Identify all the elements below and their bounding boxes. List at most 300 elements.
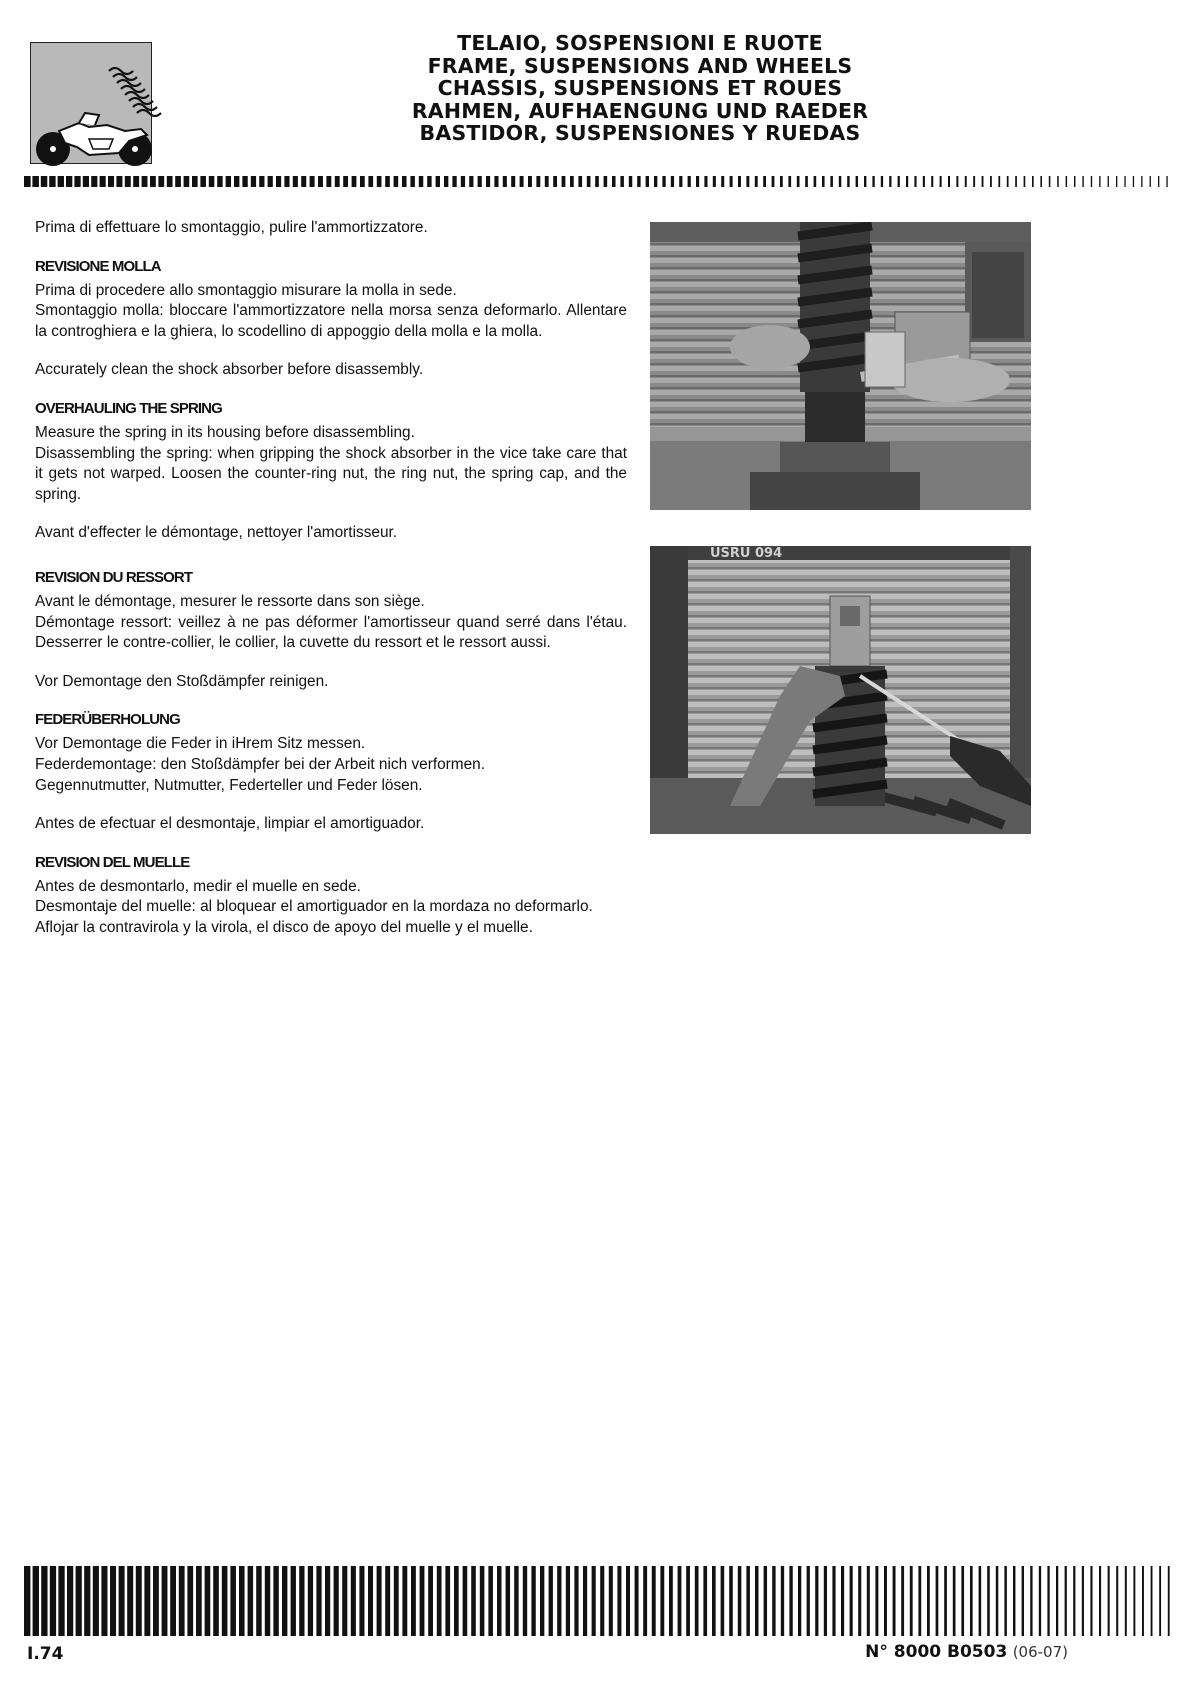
footer-bar: [497, 1566, 502, 1636]
footer-bar: [1013, 1566, 1015, 1636]
footer-bar: [1082, 1566, 1084, 1636]
rule-bar: [847, 176, 849, 187]
footer-bar: [815, 1566, 818, 1636]
paragraph: Federdemontage: den Stoßdämpfer bei der Arbeit nich verformen.: [35, 755, 485, 773]
footer-bar: [273, 1566, 278, 1636]
footer-bar: [230, 1566, 236, 1636]
footer-bar: [334, 1566, 339, 1636]
rule-bar: [1049, 176, 1051, 187]
footer-bar: [463, 1566, 468, 1636]
rule-bar: [814, 176, 817, 187]
footer-bar: [523, 1566, 527, 1636]
footer-bar: [325, 1566, 330, 1636]
rule-bar: [335, 176, 340, 187]
footer-bar: [540, 1566, 544, 1636]
rule-bar: [175, 176, 181, 187]
rule-bar: [1007, 176, 1009, 187]
rule-bar: [780, 176, 783, 187]
footer-bar: [944, 1566, 947, 1636]
rule-bar: [32, 176, 39, 187]
body-english: [35, 423, 627, 505]
rule-bar: [1158, 176, 1159, 187]
rule-bar: [940, 176, 942, 187]
rule-bar: [973, 176, 975, 187]
footer-bar: [1065, 1566, 1067, 1636]
body-french: [35, 592, 627, 654]
rule-bar: [730, 176, 733, 187]
footer-bar: [187, 1566, 193, 1636]
rule-bar: [394, 176, 399, 187]
page-number: I.74: [27, 1644, 64, 1664]
footer-bar: [824, 1566, 827, 1636]
rule-bar: [923, 176, 925, 187]
rule-bar: [990, 176, 992, 187]
paragraph: Smontaggio molla: bloccare l'ammortizzatore nella morsa senza deformarlo. Allentare la controghiera e la ghiera, lo scodellino di appoggio della molla e la molla.: [35, 302, 627, 340]
rule-bar: [209, 176, 215, 187]
rule-bar: [704, 176, 707, 187]
body-german: [35, 734, 627, 796]
header-bar-pattern: [24, 174, 1180, 188]
rule-bar: [595, 176, 599, 187]
footer-bar: [918, 1566, 921, 1636]
footer-bar: [445, 1566, 450, 1636]
rule-bar: [452, 176, 456, 187]
rule-bar: [788, 176, 791, 187]
intro-italian: Prima di effettuare lo smontaggio, pulire l'ammortizzatore.: [35, 219, 428, 236]
footer-bar: [953, 1566, 956, 1636]
footer-bar: [798, 1566, 801, 1636]
footer-bar: [50, 1566, 56, 1636]
footer-bar: [979, 1566, 982, 1636]
rule-bar: [822, 176, 825, 187]
footer-bar: [626, 1566, 630, 1636]
footer-bar: [772, 1566, 775, 1636]
footer-bar: [514, 1566, 518, 1636]
footer-bar: [136, 1566, 142, 1636]
footer-bar: [867, 1566, 870, 1636]
rule-bar: [427, 176, 431, 187]
rule-bar: [301, 176, 306, 187]
rule-bar: [1141, 176, 1142, 187]
rule-bar: [58, 176, 64, 187]
footer-bar: [41, 1566, 47, 1636]
footer-bar: [394, 1566, 399, 1636]
header-bar-rule: [24, 174, 1180, 188]
rule-bar: [839, 176, 841, 187]
rule-bar: [326, 176, 331, 187]
footer-bar: [1022, 1566, 1024, 1636]
footer-bar: [1073, 1566, 1075, 1636]
intro-french: Avant d'effecter le démontage, nettoyer l'amortisseur.: [35, 524, 398, 542]
footer-bar: [411, 1566, 416, 1636]
rule-bar: [570, 176, 574, 187]
rule-bar: [284, 176, 289, 187]
footer-bar: [669, 1566, 673, 1636]
paragraph: Gegennutmutter, Nutmutter, Federteller und Feder lösen.: [35, 776, 423, 794]
page-titles: [360, 32, 920, 145]
footer-bar: [84, 1566, 90, 1636]
rule-bar: [142, 176, 148, 187]
footer-bar-rule: [24, 1566, 1182, 1636]
rule-bar: [931, 176, 933, 187]
footer-bar: [738, 1566, 742, 1636]
rule-bar: [612, 176, 616, 187]
paragraph: Measure the spring in its housing before disassembling.: [35, 423, 415, 441]
paragraph: Aflojar la contravirola y la virola, el disco de apoyo del muelle y el muelle.: [35, 918, 533, 936]
footer-bar: [1090, 1566, 1092, 1636]
rule-bar: [150, 176, 156, 187]
rule-bar: [520, 176, 524, 187]
rule-bar: [528, 176, 532, 187]
rule-bar: [318, 176, 323, 187]
footer-bar: [1004, 1566, 1006, 1636]
rule-bar: [503, 176, 507, 187]
rule-bar: [805, 176, 808, 187]
footer-bar: [1159, 1566, 1161, 1636]
rule-bar: [478, 176, 482, 187]
rule-bar: [184, 176, 190, 187]
footer-bar: [213, 1566, 219, 1636]
title-german: RAHMEN, AUFHAENGUNG UND RAEDER: [411, 98, 869, 123]
document-date: (06-07): [1012, 1643, 1068, 1661]
section-logo: [30, 42, 152, 164]
document-code: [865, 1642, 1068, 1662]
footer-bar: [1133, 1566, 1135, 1636]
footer-bar: [316, 1566, 321, 1636]
rule-bar: [419, 176, 423, 187]
rule-bar: [1015, 176, 1017, 187]
rule-bar: [66, 176, 72, 187]
rule-bar: [696, 176, 699, 187]
footer-bar: [531, 1566, 535, 1636]
rule-bar: [1032, 176, 1034, 187]
footer-bar: [1142, 1566, 1144, 1636]
footer-bar: [1151, 1566, 1153, 1636]
rule-bar: [688, 176, 691, 187]
intro-english: Accurately clean the shock absorber before disassembly.: [35, 361, 424, 379]
footer-bar: [987, 1566, 990, 1636]
footer-bar: [119, 1566, 125, 1636]
rule-bar: [167, 176, 173, 187]
footer-bar: [574, 1566, 578, 1636]
footer-bar-pattern: [24, 1566, 1182, 1636]
rule-bar: [1057, 176, 1059, 187]
footer-bar: [58, 1566, 64, 1636]
rule-bar: [545, 176, 549, 187]
footer-bar: [1099, 1566, 1101, 1636]
heading-italian: REVISIONE MOLLA: [35, 257, 161, 275]
footer-bar: [471, 1566, 476, 1636]
footer-bar: [617, 1566, 621, 1636]
rule-bar: [1024, 176, 1026, 187]
rule-bar: [1074, 176, 1075, 187]
footer-bar: [342, 1566, 347, 1636]
heading-german: FEDERÜBERHOLUNG: [35, 711, 180, 729]
footer-bar: [901, 1566, 904, 1636]
rule-bar: [259, 176, 264, 187]
footer-bar: [428, 1566, 433, 1636]
footer-bar: [910, 1566, 913, 1636]
footer-bar: [566, 1566, 570, 1636]
footer-bar: [110, 1566, 116, 1636]
rule-bar: [620, 176, 624, 187]
footer-bar: [875, 1566, 878, 1636]
footer-bar: [437, 1566, 442, 1636]
rule-bar: [763, 176, 766, 187]
footer-bar: [893, 1566, 896, 1636]
rule-bar: [1133, 176, 1134, 187]
rule-bar: [679, 176, 682, 187]
footer-bar: [127, 1566, 133, 1636]
footer-bar: [789, 1566, 792, 1636]
intro-german: Vor Demontage den Stoßdämpfer reinigen.: [35, 672, 329, 690]
footer-bar: [488, 1566, 493, 1636]
rule-bar: [629, 176, 632, 187]
footer-bar: [807, 1566, 810, 1636]
rule-bar: [578, 176, 582, 187]
footer-bar: [153, 1566, 159, 1636]
footer-bar: [549, 1566, 553, 1636]
footer-bar: [729, 1566, 733, 1636]
footer-bar: [660, 1566, 664, 1636]
rule-bar: [713, 176, 716, 187]
rule-bar: [242, 176, 247, 187]
footer-bar: [635, 1566, 639, 1636]
rule-bar: [721, 176, 724, 187]
rule-bar: [746, 176, 749, 187]
footer-bar: [248, 1566, 254, 1636]
rule-bar: [486, 176, 490, 187]
rule-bar: [125, 176, 131, 187]
rule-bar: [637, 176, 640, 187]
rule-bar: [251, 176, 256, 187]
footer-bar: [600, 1566, 604, 1636]
title-italian: TELAIO, SOSPENSIONI E RUOTE: [457, 31, 823, 55]
footer-bar: [76, 1566, 82, 1636]
footer-bar: [583, 1566, 587, 1636]
rule-bar: [226, 176, 231, 187]
rule-bar: [889, 176, 891, 187]
rule-bar: [830, 176, 833, 187]
title-spanish: BASTIDOR, SUSPENSIONES Y RUEDAS: [419, 121, 861, 145]
rule-bar: [511, 176, 515, 187]
rule-bar: [856, 176, 858, 187]
footer-bar: [970, 1566, 973, 1636]
rule-bar: [494, 176, 498, 187]
rule-bar: [797, 176, 800, 187]
paragraph: Vor Demontage die Feder in iHrem Sitz messen.: [35, 735, 366, 753]
footer-bar: [936, 1566, 939, 1636]
footer-bar: [755, 1566, 758, 1636]
footer-bar: [179, 1566, 185, 1636]
footer-bar: [1056, 1566, 1058, 1636]
rule-bar: [360, 176, 365, 187]
rule-bar: [881, 176, 883, 187]
rule-bar: [368, 176, 373, 187]
rule-bar: [200, 176, 206, 187]
rule-bar: [469, 176, 473, 187]
rule-bar: [310, 176, 315, 187]
rule-bar: [906, 176, 908, 187]
rule-bar: [234, 176, 239, 187]
rule-bar: [948, 176, 950, 187]
footer-bar: [402, 1566, 407, 1636]
intro-spanish: Antes de efectuar el desmontaje, limpiar el amortiguador.: [35, 815, 425, 833]
rule-bar: [898, 176, 900, 187]
footer-bar: [420, 1566, 425, 1636]
footer-bar: [557, 1566, 561, 1636]
footer-bar: [33, 1566, 39, 1636]
footer-bar: [858, 1566, 861, 1636]
footer-bar: [101, 1566, 107, 1636]
footer-bar: [996, 1566, 999, 1636]
footer-bar: [377, 1566, 382, 1636]
footer-bar: [961, 1566, 964, 1636]
rule-bar: [998, 176, 1000, 187]
rule-bar: [24, 176, 31, 187]
footer-bar: [1168, 1566, 1170, 1636]
footer-bar: [144, 1566, 150, 1636]
heading-french: REVISION DU RESSORT: [35, 568, 193, 586]
footer-bar: [222, 1566, 228, 1636]
rule-bar: [293, 176, 298, 187]
footer-bar: [746, 1566, 750, 1636]
rule-bar: [192, 176, 198, 187]
rule-bar: [1099, 176, 1100, 187]
rule-bar: [738, 176, 741, 187]
rule-bar: [352, 176, 357, 187]
footer-bar: [67, 1566, 73, 1636]
footer-bar: [721, 1566, 725, 1636]
footer-bar: [205, 1566, 211, 1636]
rule-bar: [772, 176, 775, 187]
footer-bar: [764, 1566, 767, 1636]
footer-bar: [652, 1566, 656, 1636]
footer-bar: [841, 1566, 844, 1636]
footer-bar: [480, 1566, 485, 1636]
footer-bar: [299, 1566, 304, 1636]
title-french: CHASSIS, SUSPENSIONS ET ROUES: [437, 76, 843, 100]
rule-bar: [662, 176, 665, 187]
rule-bar: [956, 176, 958, 187]
footer-bar: [703, 1566, 707, 1636]
rule-bar: [654, 176, 657, 187]
footer-bar: [1108, 1566, 1110, 1636]
footer-bar: [351, 1566, 356, 1636]
rule-bar: [1166, 176, 1167, 187]
rule-bar: [133, 176, 139, 187]
footer-bar: [506, 1566, 510, 1636]
paragraph: Démontage ressort: veillez à ne pas déformer l'amortisseur quand serré dans l'étau. Desserrer le contre-collier, le collier, la cuvette du ressort et le ressort aussi.: [35, 613, 627, 652]
rule-bar: [41, 176, 47, 187]
rule-bar: [49, 176, 55, 187]
footer-bar: [643, 1566, 647, 1636]
rule-bar: [536, 176, 540, 187]
footer-bar: [609, 1566, 613, 1636]
heading-english: OVERHAULING THE SPRING: [35, 399, 222, 417]
rule-bar: [343, 176, 348, 187]
footer-bar: [712, 1566, 716, 1636]
body-spanish: [35, 877, 627, 939]
rule-bar: [755, 176, 758, 187]
footer-bar: [162, 1566, 168, 1636]
rule-bar: [1091, 176, 1092, 187]
rule-bar: [1150, 176, 1151, 187]
rule-bar: [914, 176, 916, 187]
rule-bar: [276, 176, 281, 187]
footer-bar: [368, 1566, 373, 1636]
rule-bar: [1082, 176, 1083, 187]
heading-spanish: REVISION DEL MUELLE: [35, 853, 190, 871]
rule-bar: [377, 176, 382, 187]
rule-bar: [268, 176, 273, 187]
document-number: N° 8000 B0503: [865, 1642, 1008, 1662]
footer-bar: [265, 1566, 270, 1636]
footer-bar: [359, 1566, 364, 1636]
rule-bar: [562, 176, 566, 187]
rule-bar: [91, 176, 97, 187]
footer-bar: [1125, 1566, 1127, 1636]
photo-spring-screwdriver: [650, 546, 1031, 834]
paragraph: Antes de desmontarlo, medir el muelle en sede.: [35, 877, 361, 895]
footer-bar: [256, 1566, 261, 1636]
footer-bar: [1116, 1566, 1118, 1636]
title-english: FRAME, SUSPENSIONS AND WHEELS: [427, 53, 853, 78]
footer-bar: [239, 1566, 245, 1636]
footer-bar: [1039, 1566, 1041, 1636]
rule-bar: [74, 176, 80, 187]
footer-bar: [832, 1566, 835, 1636]
instructions-column: [35, 218, 627, 956]
rule-bar: [108, 176, 114, 187]
rule-bar: [872, 176, 874, 187]
rule-bar: [646, 176, 649, 187]
footer-bar: [686, 1566, 690, 1636]
rule-bar: [83, 176, 89, 187]
footer-bar: [93, 1566, 99, 1636]
footer-bar: [170, 1566, 176, 1636]
body-italian: [35, 281, 627, 343]
footer-bar: [678, 1566, 682, 1636]
rule-bar: [671, 176, 674, 187]
footer-bar: [927, 1566, 930, 1636]
rule-bar: [436, 176, 440, 187]
footer-bar: [291, 1566, 296, 1636]
footer-bar: [850, 1566, 853, 1636]
rule-bar: [461, 176, 465, 187]
rule-bar: [217, 176, 222, 187]
photo-spring-wrench: [650, 222, 1031, 510]
paragraph: Avant le démontage, mesurer le ressorte dans son siège.: [35, 592, 425, 610]
rule-bar: [1040, 176, 1042, 187]
rule-bar: [402, 176, 407, 187]
footer-bar: [592, 1566, 596, 1636]
rule-bar: [965, 176, 967, 187]
rule-bar: [864, 176, 866, 187]
rule-bar: [982, 176, 984, 187]
paragraph: Prima di procedere allo smontaggio misurare la molla in sede.: [35, 281, 457, 299]
rule-bar: [604, 176, 608, 187]
rule-bar: [385, 176, 390, 187]
rule-bar: [116, 176, 122, 187]
cabinet-label: USRU 094: [710, 546, 783, 561]
paragraph: Desmontaje del muelle: al bloquear el amortiguador en la mordaza no deformarlo.: [35, 898, 593, 916]
rule-bar: [587, 176, 591, 187]
rule-bar: [100, 176, 106, 187]
rule-bar: [158, 176, 164, 187]
footer-bar: [1047, 1566, 1049, 1636]
footer-bar: [282, 1566, 287, 1636]
